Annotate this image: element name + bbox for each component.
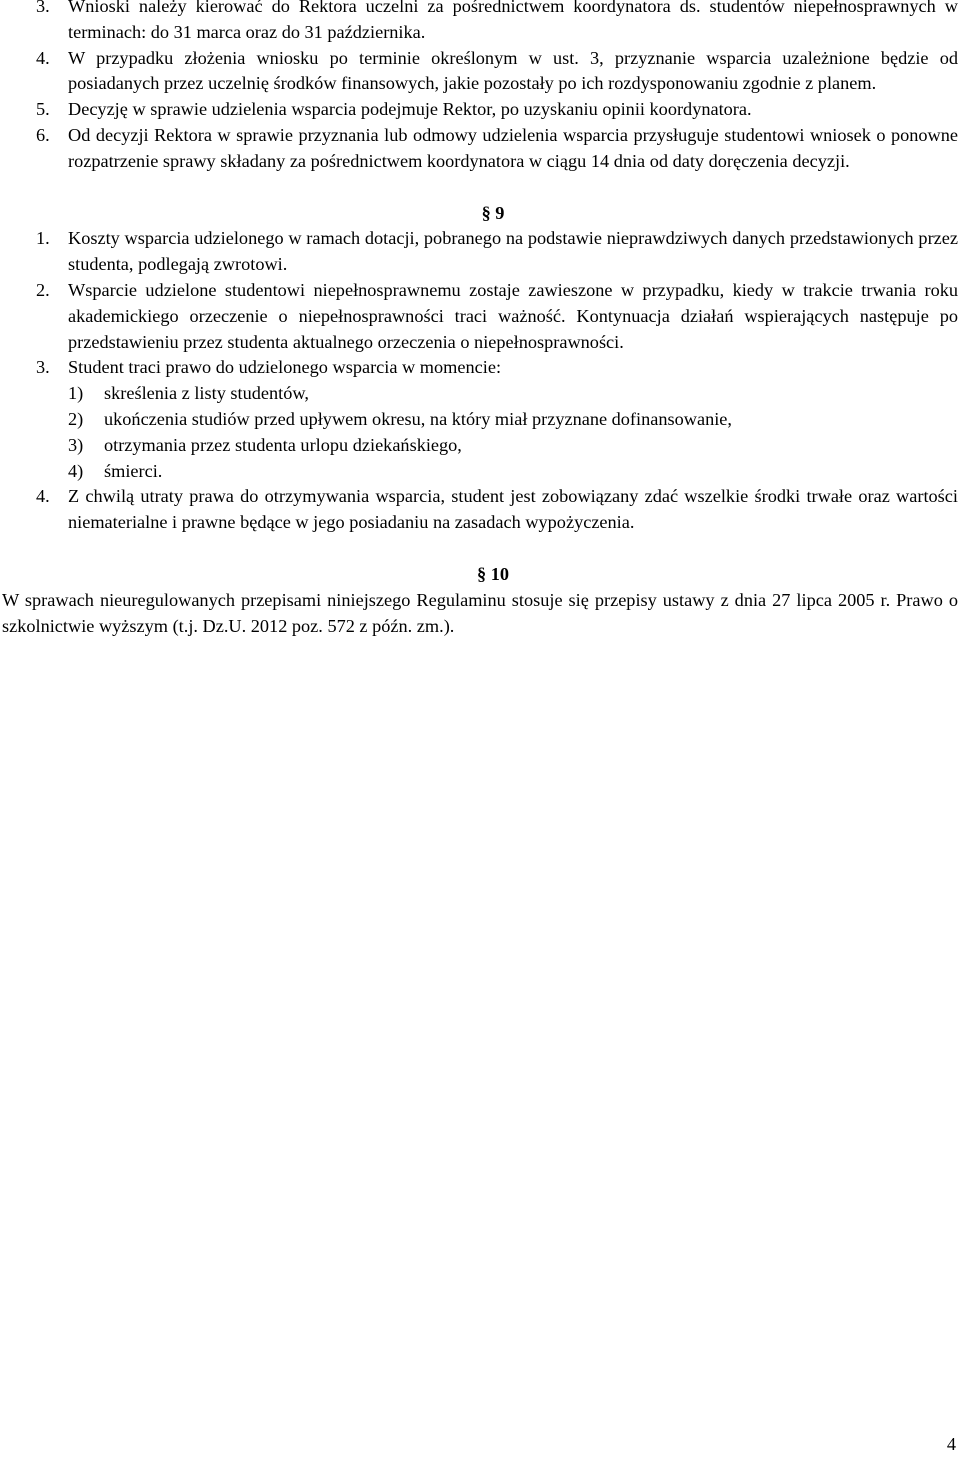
item-text: Koszty wsparcia udzielonego w ramach dotacji, pobranego na podstawie nieprawdziwych danych przedstawionych przez studenta, podlegają zwrotowi. bbox=[68, 228, 958, 275]
item-number: 1. bbox=[36, 228, 50, 249]
item-text: Wnioski należy kierować do Rektora uczelni za pośrednictwem koordynatora ds. studentów niepełnosprawnych w terminach: do 31 marca oraz do 31 października. bbox=[68, 0, 958, 42]
list-item bbox=[0, 484, 958, 536]
item-text: Decyzję w sprawie udzielenia wsparcia podejmuje Rektor, po uzyskaniu opinii koordynatora. bbox=[68, 99, 752, 120]
item-text: Wsparcie udzielone studentowi niepełnosprawnemu zostaje zawieszone w przypadku, kiedy w trakcie trwania roku akademickiego orzeczenie o niepełnosprawności traci ważność. Kontynuacja działań wspierających następuje po przedstawieniu przez studenta aktualnego orzeczenia o niepełnosprawności. bbox=[68, 279, 958, 352]
list-item bbox=[0, 226, 958, 278]
list-item bbox=[0, 355, 958, 381]
list-item bbox=[0, 278, 958, 355]
sub-item-text: śmierci. bbox=[104, 460, 163, 481]
item-number: 4. bbox=[36, 47, 50, 68]
list-item bbox=[0, 97, 958, 123]
item-number: 3. bbox=[36, 357, 50, 378]
sub-item-text: skreślenia z listy studentów, bbox=[104, 383, 309, 404]
page-number: 4 bbox=[946, 1434, 956, 1454]
section-10-paragraph: W sprawach nieuregulowanych przepisami niniejszego Regulaminu stosuje się przepisy ustawy z dnia 27 lipca 2005 r. Prawo o szkolnictwie wyższym (t.j. Dz.U. 2012 poz. 572 z późn. zm.). bbox=[2, 589, 958, 636]
item-number: 5. bbox=[36, 99, 50, 120]
sub-list-item bbox=[0, 459, 958, 485]
item-number: 3. bbox=[36, 0, 50, 16]
sub-item-text: otrzymania przez studenta urlopu dziekańskiego, bbox=[104, 434, 462, 455]
section-9-heading: § 9 bbox=[481, 202, 505, 223]
sub-item-text: ukończenia studiów przed upływem okresu, na który miał przyznane dofinansowanie, bbox=[104, 408, 732, 429]
sub-list-item bbox=[0, 381, 958, 407]
document-body bbox=[0, 0, 958, 639]
item-number: 2. bbox=[36, 279, 50, 300]
sub-item-number: 2) bbox=[68, 408, 84, 429]
list-item bbox=[0, 123, 958, 175]
item-number: 4. bbox=[36, 486, 50, 507]
list-item bbox=[0, 46, 958, 98]
item-text: Student traci prawo do udzielonego wsparcia w momencie: bbox=[68, 357, 502, 378]
list-item bbox=[0, 0, 958, 46]
sub-list-item bbox=[0, 433, 958, 459]
item-text: Od decyzji Rektora w sprawie przyznania lub odmowy udzielenia wsparcia przysługuje studentowi wniosek o ponowne rozpatrzenie sprawy składany za pośrednictwem koordynatora w ciągu 14 dnia od daty doręczenia decyzji. bbox=[68, 124, 958, 171]
sub-item-number: 1) bbox=[68, 383, 84, 404]
sub-item-number: 3) bbox=[68, 434, 84, 455]
item-text: Z chwilą utraty prawa do otrzymywania wsparcia, student jest zobowiązany zdać wszelkie środki trwałe oraz wartości niematerialne i prawne będące w jego posiadaniu na zasadach wypożyczenia. bbox=[68, 486, 958, 533]
sub-list-item bbox=[0, 407, 958, 433]
item-number: 6. bbox=[36, 124, 50, 145]
item-text: W przypadku złożenia wniosku po terminie określonym w ust. 3, przyznanie wsparcia uzależnione będzie od posiadanych przez uczelnię środków finansowych, jakie pozostały po ich rozdysponowaniu zgodnie z planem. bbox=[68, 47, 958, 94]
section-10-heading: § 10 bbox=[477, 563, 509, 584]
sub-item-number: 4) bbox=[68, 460, 84, 481]
